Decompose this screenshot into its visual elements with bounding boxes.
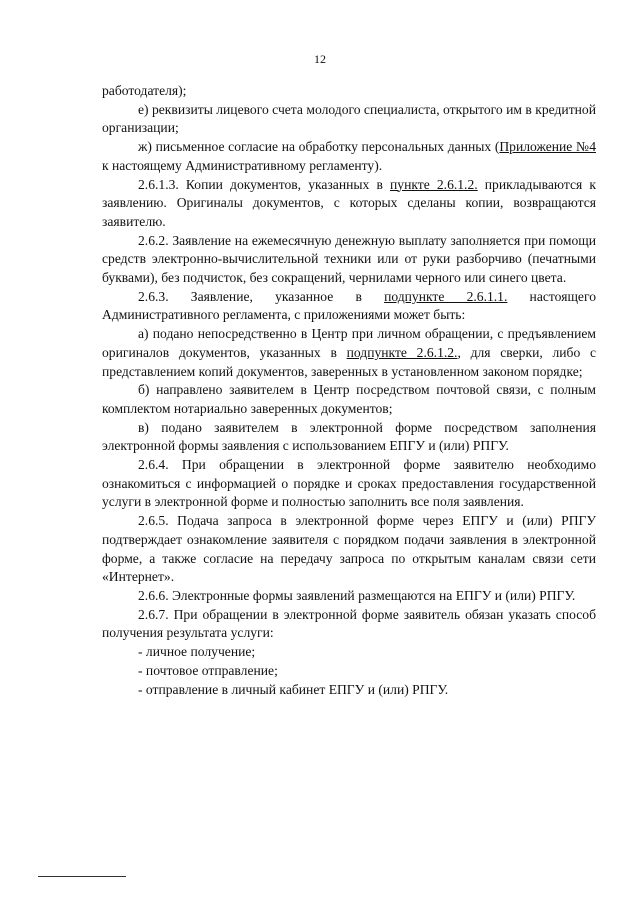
paragraph xyxy=(102,288,596,325)
paragraph-text: , для сверки, либо с представлением копий документов, заверенных в установленном законом порядке; xyxy=(102,344,596,379)
paragraph-text: а) подано непосредственно в Центр при личном обращении, с предъявлением оригиналов документов, указанных в xyxy=(102,326,596,360)
paragraph xyxy=(102,138,596,175)
paragraph: 2.6.5. Подача запроса в электронной форме через ЕПГУ и (или) РПГУ подтверждает ознакомление заявителя с порядком подачи заявления в электронной форме, а также согласие на передачу запроса по открытым каналам связи сети «Интернет». xyxy=(102,513,596,585)
paragraph-text: настоящего Административного регламента, с приложениями может быть: xyxy=(102,288,596,323)
list-item: - личное получение; xyxy=(138,644,256,660)
paragraph: е) реквизиты лицевого счета молодого специалиста, открытого им в кредитной организации; xyxy=(102,101,596,136)
paragraph-text: 2.6.1.3. Копии документов, указанных в xyxy=(138,176,390,192)
paragraph: 2.6.7. При обращении в электронной форме заявитель обязан указать способ получения результата услуги: xyxy=(102,606,596,641)
paragraph-text: прикладываются к заявлению. Оригиналы документов, с которых сделаны копии, возвращаются заявителю. xyxy=(102,176,596,229)
paragraph-text: ж) письменное согласие на обработку персональных данных ( xyxy=(138,139,500,155)
paragraph xyxy=(102,325,596,381)
document-body xyxy=(102,82,596,699)
list-item: - отправление в личный кабинет ЕПГУ и (или) РПГУ. xyxy=(138,681,449,697)
paragraph: 2.6.2. Заявление на ежемесячную денежную выплату заполняется при помощи средств электронно-вычислительной техники или от руки разборчиво (печатными буквами), без подчисток, без сокращений, чернилами черного или синего цвета. xyxy=(102,232,596,286)
paragraph-text: 2.6.3. Заявление, указанное в xyxy=(138,288,385,304)
page-number: 12 xyxy=(314,52,326,66)
document-link[interactable]: подпункте 2.6.1.2. xyxy=(346,344,458,360)
document-link[interactable]: пункте 2.6.1.2. xyxy=(390,176,478,192)
paragraph: в) подано заявителем в электронной форме посредством заполнения электронной формы заявления с использованием ЕПГУ и (или) РПГУ. xyxy=(102,419,596,454)
list-item: - почтовое отправление; xyxy=(138,662,278,678)
document-link[interactable]: Приложение №4 xyxy=(499,139,596,155)
footnote-divider xyxy=(38,876,126,877)
paragraph-text: к настоящему Административному регламенту). xyxy=(102,157,383,173)
paragraph: 2.6.4. При обращении в электронной форме заявителю необходимо ознакомиться с информацией о порядке и сроках предоставления государственной услуги в электронной форме и полностью заполнить все поля заявления. xyxy=(102,457,596,510)
paragraph: работодателя); xyxy=(102,83,187,98)
paragraph xyxy=(102,176,596,232)
paragraph: б) направлено заявителем в Центр посредством почтовой связи, с полным комплектом нотариально заверенных документов; xyxy=(102,382,596,416)
paragraph: 2.6.6. Электронные формы заявлений размещаются на ЕПГУ и (или) РПГУ. xyxy=(138,587,576,603)
document-link[interactable]: подпункте 2.6.1.1. xyxy=(384,288,508,304)
